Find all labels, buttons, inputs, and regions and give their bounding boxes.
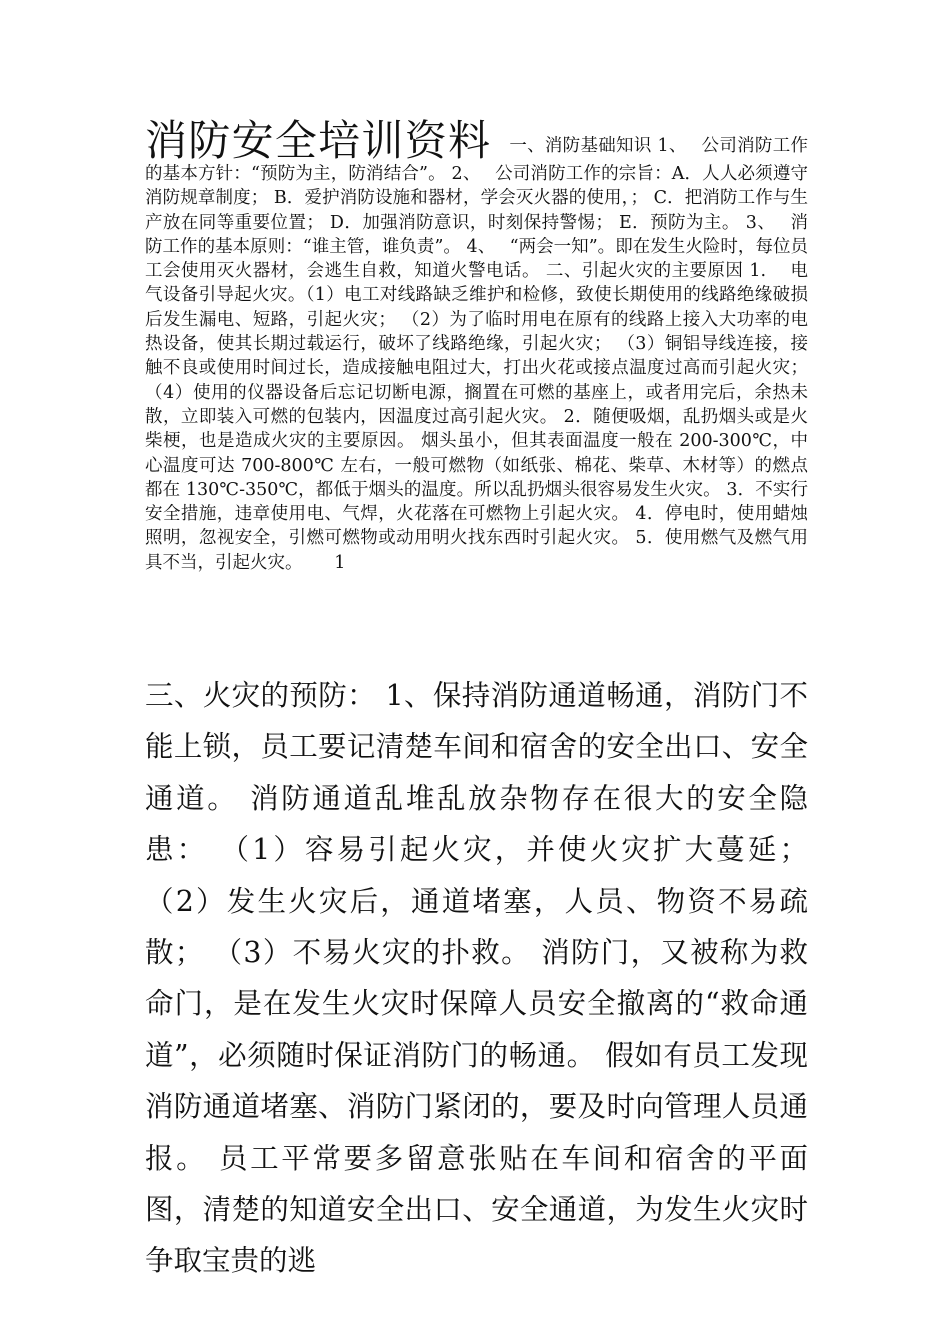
section-three-paragraph: 三、火灾的预防： 1、保持消防通道畅通，消防门不能上锁，员工要记清楚车间和宿舍的安全出口、安全通道。 消防通道乱堆乱放杂物存在很大的安全隐患： （1）容易引起火灾，并使火灾扩大蔓延； （2）发生火灾后，通道堵塞，人员、物资不易疏散； （3）不易火灾的扑救。 消防门，又被称为救命门，是在发生火灾时保障人员安全撤离的“救命通道”，必须随时保证消防门的畅通。 假如有员工发现消防通道堵塞、消防门紧闭的，要及时向管理人员通报。 员工平常要多留意张贴在车间和宿舍的平面图，清楚的知道安全出口、安全通道，为发生火灾时争取宝贵的逃 <box>145 679 808 1278</box>
intro-paragraph: 一、消防基础知识 1、 公司消防工作的基本方针：“预防为主，防消结合”。 2、 公司消防工作的宗旨：A．人人必须遵守消防规章制度； B．爱护消防设施和器材，学会灭火器的使用，； C．把消防工作与生产放在同等重要位置； D．加强消防意识，时刻保持警惕； E．预防为主。 3、 消防工作的基本原则：“谁主管，谁负责”。 4、 “两会一知”。即在发生火险时，每位员工会使用灭火器材，会逃生自救，知道火警电话。 二、引起火灾的主要原因 1. 电气设备引导起火灾。（1）电工对线路缺乏维护和检修，致使长期使用的线路绝缘破损后发生漏电、短路，引起火灾； （2）为了临时用电在原有的线路上接入大功率的电热设备，使其长期过载运行，破坏了线路绝缘，引起火灾； （3）铜铝导线连接，接触不良或使用时间过长，造成接触电阻过大，打出火花或接点温度过高而引起火灾； （4）使用的仪器设备后忘记切断电源，搁置在可燃的基座上，或者用完后，余热未散，立即装入可燃的包装内，因温度过高引起火灾。 2．随便吸烟，乱扔烟头或是火柴梗，也是造成火灾的主要原因。 烟头虽小，但其表面温度一般在 200-300℃，中心温度可达 700-800℃ 左右，一般可燃物（如纸张、棉花、柴草、木材等）的燃点都在 130℃-350℃，都低于烟头的温度。所以乱扔烟头很容易发生火灾。 3．不实行安全措施，违章使用电、气焊，火花落在可燃物上引起火灾。 4．停电时，使用蜡烛照明，忽视安全，引燃可燃物或动用明火找东西时引起火灾。 5．使用燃气及燃气用具不当，引起火灾。 1 <box>145 136 808 573</box>
document-title: 消防安全培训资料 <box>145 116 492 165</box>
document-upper-block <box>145 116 808 575</box>
